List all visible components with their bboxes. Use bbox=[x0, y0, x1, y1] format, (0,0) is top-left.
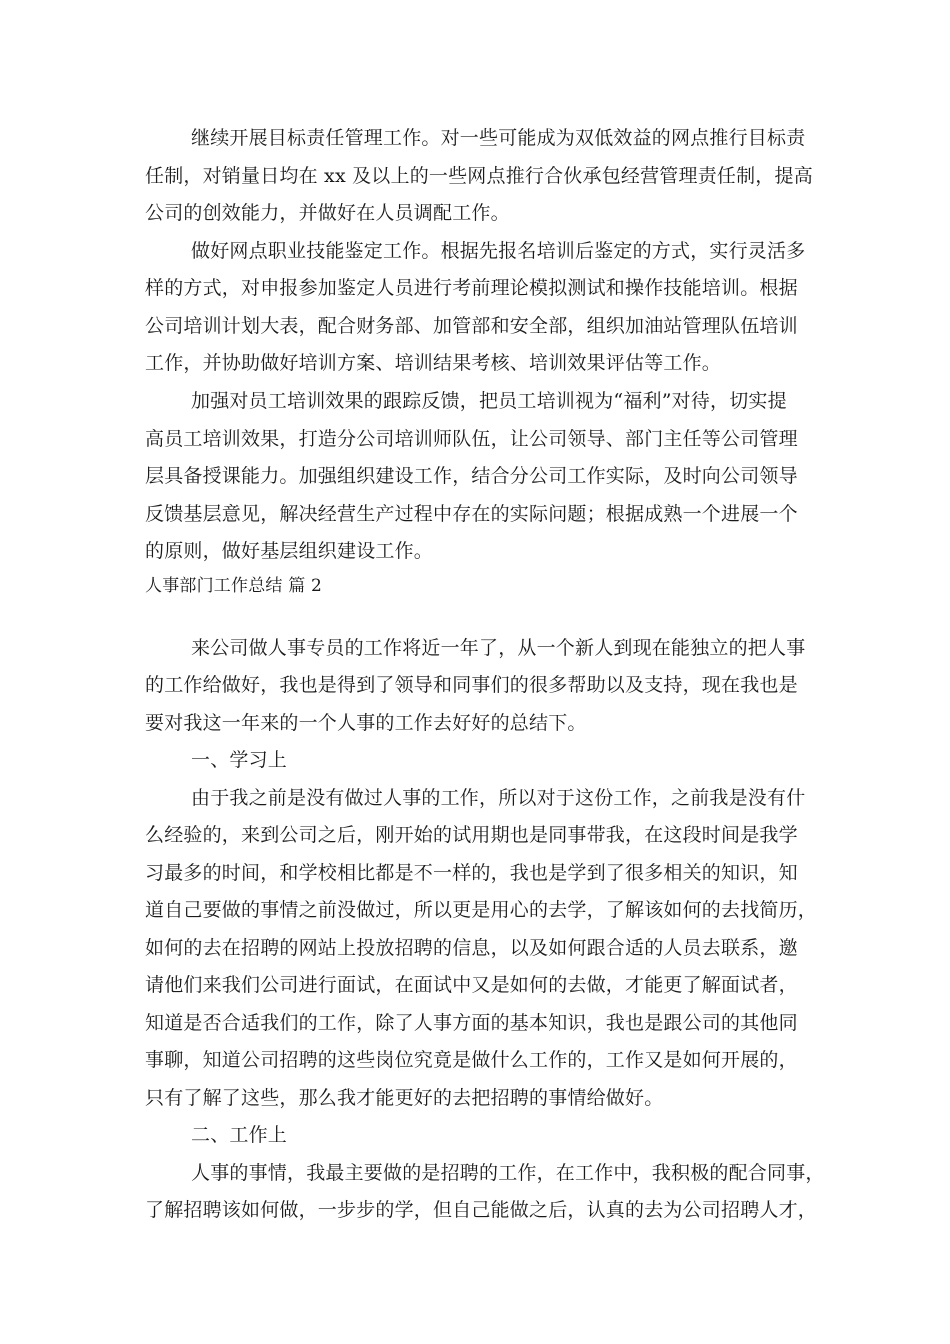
text-line: 加强对员工培训效果的跟踪反馈，把员工培训视为“福利”对待，切实提 bbox=[191, 390, 787, 412]
text-line: 如何的去在招聘的网站上投放招聘的信息，以及如何跟合适的人员去联系，邀 bbox=[145, 937, 798, 959]
text-line: 人事的事情，我最主要做的是招聘的工作，在工作中，我积极的配合同事， bbox=[191, 1162, 825, 1184]
subheading: 一、学习上 bbox=[191, 749, 288, 771]
text-line: 么经验的，来到公司之后，刚开始的试用期也是同事带我，在这段时间是我学 bbox=[145, 824, 798, 846]
text-line: 做好网点职业技能鉴定工作。根据先报名培训后鉴定的方式，实行灵活多 bbox=[191, 240, 806, 262]
text-line: 请他们来我们公司进行面试，在面试中又是如何的去做，才能更了解面试者， bbox=[145, 974, 798, 996]
text-line: 继续开展目标责任管理工作。对一些可能成为双低效益的网点推行目标责 bbox=[191, 127, 806, 149]
text-line: 公司培训计划大表，配合财务部、加管部和安全部，组织加油站管理队伍培训 bbox=[145, 315, 798, 337]
text-line: 的工作给做好，我也是得到了领导和同事们的很多帮助以及支持，现在我也是 bbox=[145, 674, 798, 696]
text-line: 道自己要做的事情之前没做过，所以更是用心的去学，了解该如何的去找简历， bbox=[145, 899, 818, 921]
text-line: 由于我之前是没有做过人事的工作，所以对于这份工作，之前我是没有什 bbox=[191, 787, 806, 809]
subheading: 二、工作上 bbox=[191, 1124, 288, 1146]
text-line: 事聊，知道公司招聘的这些岗位究竟是做什么工作的，工作又是如何开展的， bbox=[145, 1049, 798, 1071]
text-line: 习最多的时间，和学校相比都是不一样的，我也是学到了很多相关的知识，知 bbox=[145, 862, 798, 884]
text-line: 知道是否合适我们的工作，除了人事方面的基本知识，我也是跟公司的其他同 bbox=[145, 1012, 798, 1034]
section-heading: 人事部门工作总结 篇 2 bbox=[145, 576, 323, 596]
text-line: 层具备授课能力。加强组织建设工作，结合分公司工作实际，及时向公司领导 bbox=[145, 465, 798, 487]
text-line: 只有了解了这些，那么我才能更好的去把招聘的事情给做好。 bbox=[145, 1087, 664, 1109]
text-line: 高员工培训效果，打造分公司培训师队伍，让公司领导、部门主任等公司管理 bbox=[145, 428, 798, 450]
text-line: 要对我这一年来的一个人事的工作去好好的总结下。 bbox=[145, 712, 587, 734]
text-line: 公司的创效能力，并做好在人员调配工作。 bbox=[145, 202, 510, 224]
text-line: 样的方式，对申报参加鉴定人员进行考前理论模拟测试和操作技能培训。根据 bbox=[145, 277, 798, 299]
text-line: 反馈基层意见，解决经营生产过程中存在的实际问题；根据成熟一个进展一个 bbox=[145, 503, 798, 525]
text-line: 工作，并协助做好培训方案、培训结果考核、培训效果评估等工作。 bbox=[145, 352, 722, 374]
text-line: 来公司做人事专员的工作将近一年了，从一个新人到现在能独立的把人事 bbox=[191, 637, 806, 659]
text-line: 的原则，做好基层组织建设工作。 bbox=[145, 540, 434, 562]
text-line: 了解招聘该如何做，一步步的学，但自己能做之后，认真的去为公司招聘人才， bbox=[145, 1199, 818, 1221]
text-line: 任制，对销量日均在 xx 及以上的一些网点推行合伙承包经营管理责任制，提高 bbox=[145, 165, 813, 187]
